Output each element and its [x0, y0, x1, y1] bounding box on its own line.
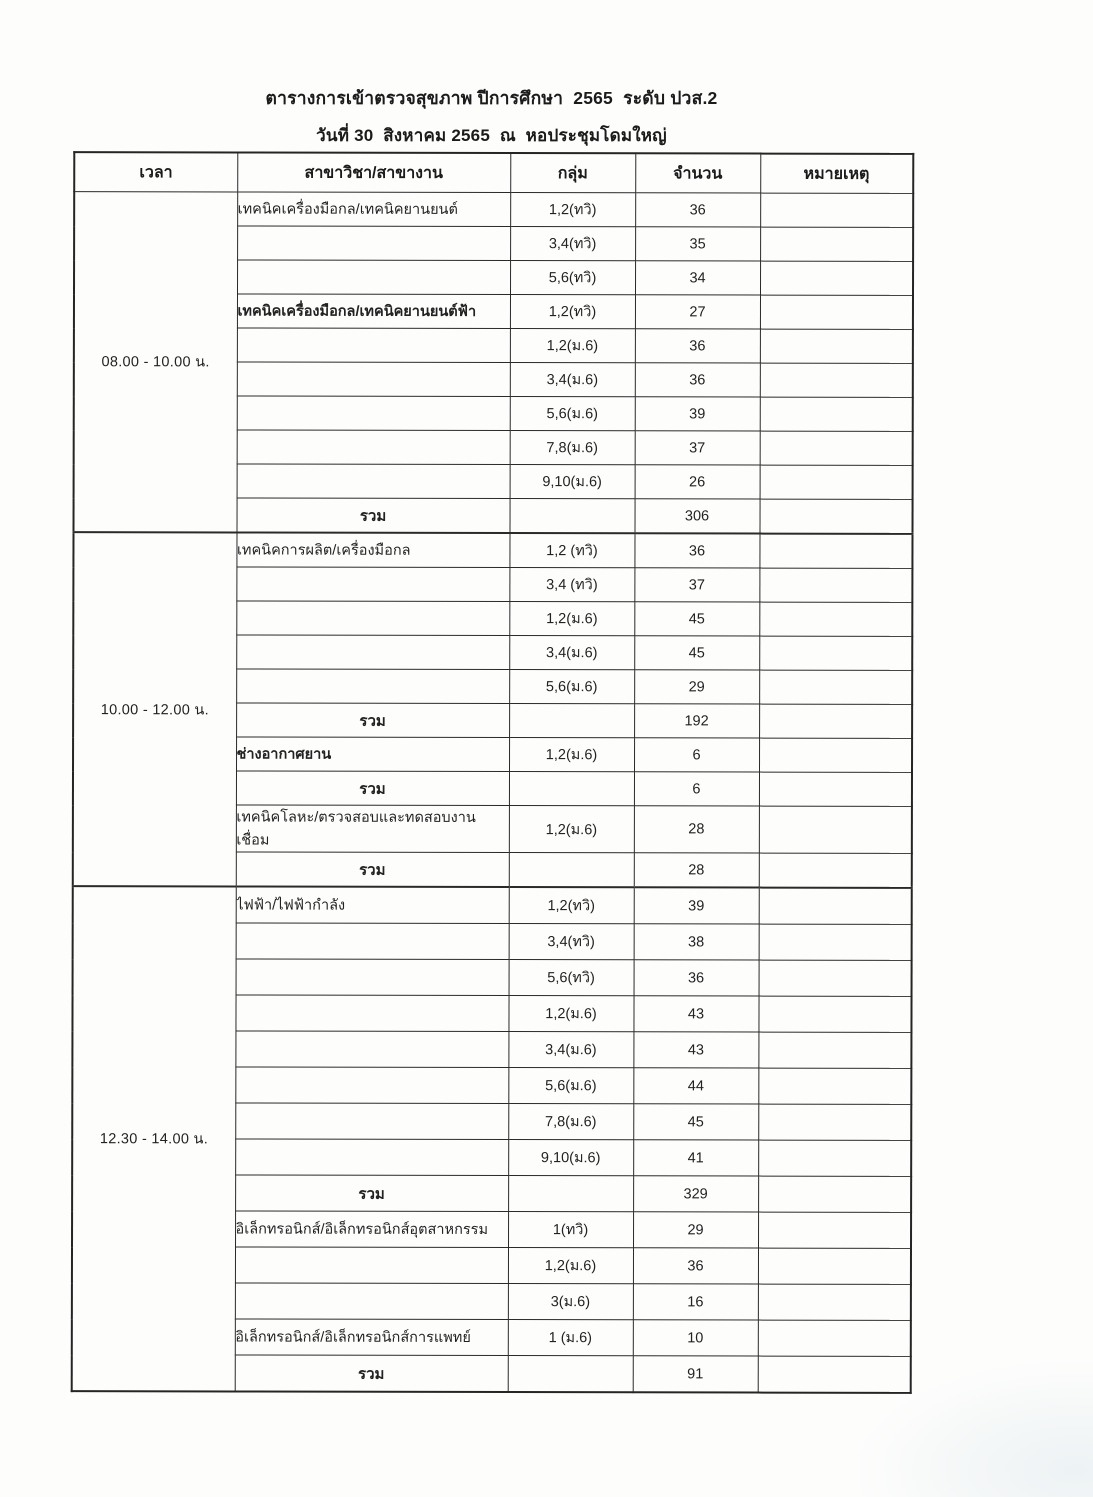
- major-cell: [237, 260, 510, 295]
- header-major: สาขาวิชา/สาขางาน: [237, 152, 510, 192]
- count-cell: 29: [634, 670, 759, 704]
- time-cell: 12.30 - 14.00 น.: [72, 886, 236, 1391]
- count-cell: 37: [634, 568, 759, 602]
- group-cell: 3,4(ม.6): [509, 636, 634, 670]
- document-subtitle: วันที่ 30 สิงหาคม 2565 ณ หอประชุมโดมใหญ่: [316, 126, 667, 145]
- note-cell: [760, 465, 913, 499]
- group-cell: 9,10(ม.6): [508, 1140, 633, 1176]
- count-cell: 36: [633, 1248, 758, 1284]
- major-cell: [235, 1139, 508, 1176]
- major-cell: [236, 635, 509, 670]
- group-cell: 1,2(ม.6): [510, 329, 635, 363]
- major-cell: [235, 1067, 508, 1104]
- count-cell: 41: [633, 1140, 758, 1176]
- group-cell: 3,4 (ทวิ): [509, 568, 634, 602]
- group-cell: 5,6(ม.6): [508, 1068, 633, 1104]
- note-cell: [760, 329, 913, 363]
- group-cell: 1,2(ม.6): [509, 806, 634, 853]
- group-cell: 3(ม.6): [508, 1284, 633, 1320]
- group-cell: 1,2(ทวิ): [509, 887, 634, 924]
- major-cell: [236, 669, 509, 704]
- group-cell: 3,4(ทวิ): [510, 227, 635, 261]
- note-cell: [758, 996, 911, 1032]
- note-cell: [758, 1068, 911, 1104]
- count-cell: 43: [633, 996, 758, 1032]
- note-cell: [759, 670, 912, 704]
- group-cell: 5,6(ทวิ): [509, 960, 634, 996]
- major-cell: รวม: [237, 498, 510, 533]
- group-cell: [509, 853, 634, 888]
- note-cell: [759, 534, 912, 569]
- group-cell: [510, 499, 635, 534]
- header-time: เวลา: [74, 152, 237, 192]
- group-cell: 1,2(ม.6): [509, 602, 634, 636]
- major-cell: ไฟฟ้า/ไฟฟ้ากำลัง: [236, 886, 509, 923]
- major-cell: รวม: [236, 771, 509, 806]
- major-cell: [237, 396, 510, 431]
- note-cell: [758, 1032, 911, 1068]
- group-cell: 1,2(ม.6): [509, 738, 634, 772]
- group-cell: 9,10(ม.6): [510, 465, 635, 499]
- count-cell: 36: [635, 329, 760, 363]
- group-cell: 1,2 (ทวิ): [509, 533, 634, 568]
- table-row: [74, 192, 913, 228]
- major-cell: รวม: [235, 1175, 508, 1212]
- note-cell: [758, 1104, 911, 1140]
- major-cell: เทคนิคเครื่องมือกล/เทคนิคยานยนต์ฟ้า: [237, 294, 510, 329]
- count-cell: 45: [634, 602, 759, 636]
- group-cell: 1 (ม.6): [508, 1320, 633, 1356]
- count-cell: 45: [633, 1104, 758, 1140]
- major-cell: เทคนิคเครื่องมือกล/เทคนิคยานยนต์: [237, 192, 510, 227]
- group-cell: 7,8(ม.6): [510, 431, 635, 465]
- major-cell: รวม: [236, 703, 509, 738]
- major-cell: [235, 1031, 508, 1068]
- note-cell: [759, 636, 912, 670]
- count-cell: 6: [634, 738, 759, 772]
- time-cell: 08.00 - 10.00 น.: [74, 192, 238, 533]
- count-cell: 38: [634, 924, 759, 960]
- count-cell: 10: [633, 1320, 758, 1356]
- count-cell: 34: [635, 261, 760, 295]
- major-cell: อิเล็กทรอนิกส์/อิเล็กทรอนิกส์การแพทย์: [235, 1319, 508, 1356]
- group-cell: 3,4(ม.6): [510, 363, 635, 397]
- count-cell: 45: [634, 636, 759, 670]
- header-group: กลุ่ม: [510, 153, 635, 193]
- document-title: ตารางการเข้าตรวจสุขภาพ ปีการศึกษา 2565 ระดับ ปวส.2: [265, 88, 718, 108]
- count-cell: 6: [634, 772, 759, 806]
- count-cell: 35: [635, 227, 760, 261]
- count-cell: 192: [634, 704, 759, 738]
- major-cell: รวม: [236, 852, 509, 887]
- header-note: หมายเหตุ: [760, 154, 913, 194]
- note-cell: [760, 499, 913, 534]
- group-cell: [508, 1356, 633, 1393]
- major-cell: [235, 995, 508, 1032]
- count-cell: 29: [633, 1212, 758, 1248]
- group-cell: 1,2(ม.6): [508, 1248, 633, 1284]
- count-cell: 37: [635, 431, 760, 465]
- count-cell: 16: [633, 1284, 758, 1320]
- count-cell: 39: [634, 887, 759, 924]
- note-cell: [759, 924, 912, 960]
- note-cell: [760, 295, 913, 329]
- table-body: [72, 192, 914, 1393]
- major-cell: [235, 1247, 508, 1284]
- note-cell: [759, 602, 912, 636]
- major-cell: [236, 601, 509, 636]
- count-cell: 91: [633, 1356, 758, 1393]
- note-cell: [760, 261, 913, 295]
- header-row: [74, 152, 913, 193]
- note-cell: [760, 431, 913, 465]
- group-cell: 5,6(ม.6): [510, 397, 635, 431]
- group-cell: [509, 772, 634, 806]
- group-cell: 1(ทวิ): [508, 1212, 633, 1248]
- count-cell: 28: [634, 806, 759, 853]
- group-cell: 3,4(ทวิ): [509, 924, 634, 960]
- note-cell: [760, 227, 913, 261]
- note-cell: [759, 772, 912, 806]
- major-cell: ช่างอากาศยาน: [236, 737, 509, 772]
- note-cell: [759, 853, 912, 888]
- group-cell: 5,6(ทวิ): [510, 261, 635, 295]
- note-cell: [758, 1320, 911, 1356]
- count-cell: 39: [635, 397, 760, 431]
- major-cell: [236, 959, 509, 996]
- schedule-table: [71, 151, 915, 1394]
- major-cell: อิเล็กทรอนิกส์/อิเล็กทรอนิกส์อุตสาหกรรม: [235, 1211, 508, 1248]
- note-cell: [758, 1356, 911, 1393]
- major-cell: [236, 567, 509, 602]
- major-cell: [237, 430, 510, 465]
- document-header: [72, 84, 911, 149]
- major-cell: [237, 226, 510, 261]
- count-cell: 44: [633, 1068, 758, 1104]
- note-cell: [758, 1248, 911, 1284]
- major-cell: เทคนิคการผลิต/เครื่องมือกล: [236, 532, 509, 567]
- note-cell: [759, 568, 912, 602]
- count-cell: 26: [635, 465, 760, 499]
- count-cell: 36: [634, 960, 759, 996]
- major-cell: [235, 1283, 508, 1320]
- group-cell: 1,2(ม.6): [508, 996, 633, 1032]
- major-cell: [237, 328, 510, 363]
- note-cell: [759, 960, 912, 996]
- note-cell: [759, 704, 912, 738]
- note-cell: [760, 363, 913, 397]
- count-cell: 329: [633, 1176, 758, 1212]
- major-cell: [235, 1103, 508, 1140]
- count-cell: 36: [635, 193, 760, 227]
- count-cell: 28: [634, 853, 759, 888]
- major-cell: [237, 362, 510, 397]
- group-cell: 1,2(ทวิ): [510, 193, 635, 227]
- count-cell: 36: [635, 363, 760, 397]
- group-cell: 7,8(ม.6): [508, 1104, 633, 1140]
- time-cell: 10.00 - 12.00 น.: [73, 532, 237, 886]
- note-cell: [758, 1284, 911, 1320]
- count-cell: 306: [635, 499, 760, 534]
- count-cell: 36: [634, 533, 759, 568]
- note-cell: [759, 806, 912, 853]
- note-cell: [759, 888, 912, 925]
- note-cell: [760, 193, 913, 227]
- table-row: [73, 532, 912, 568]
- note-cell: [759, 738, 912, 772]
- note-cell: [760, 397, 913, 431]
- group-cell: [509, 704, 634, 738]
- group-cell: 5,6(ม.6): [509, 670, 634, 704]
- major-cell: [237, 464, 510, 499]
- major-cell: รวม: [235, 1355, 508, 1392]
- major-cell: [236, 923, 509, 960]
- group-cell: 3,4(ม.6): [508, 1032, 633, 1068]
- note-cell: [758, 1140, 911, 1176]
- group-cell: [508, 1176, 633, 1212]
- note-cell: [758, 1212, 911, 1248]
- major-cell: เทคนิคโลหะ/ตรวจสอบและทดสอบงานเชื่อม: [236, 805, 509, 853]
- count-cell: 43: [633, 1032, 758, 1068]
- group-cell: 1,2(ทวิ): [510, 295, 635, 329]
- header-count: จำนวน: [635, 153, 760, 193]
- note-cell: [758, 1176, 911, 1212]
- count-cell: 27: [635, 295, 760, 329]
- table-row: [73, 886, 912, 924]
